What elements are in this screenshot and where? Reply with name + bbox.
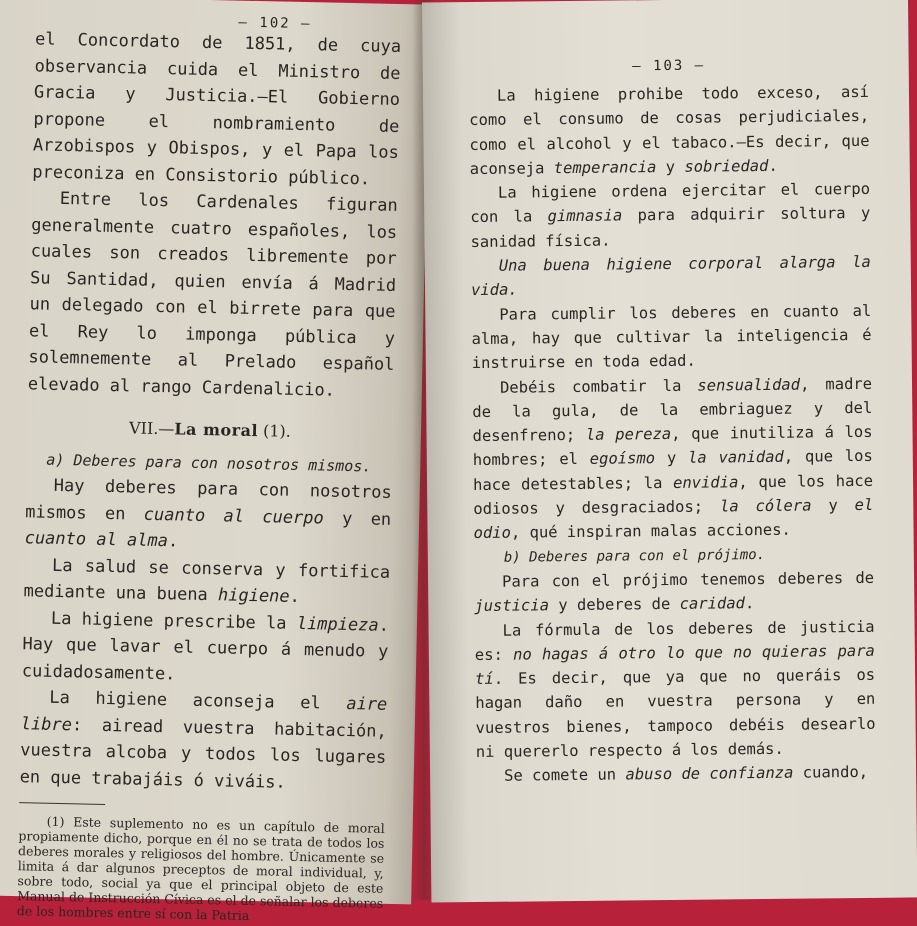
paragraph: Entre los Cardenales figuran generalmente cuatro españoles, los cuales son creados libremente por Su Santidad, quien envía á Madrid un delegado con el birrete para que el Rey lo imponga pública y solemnemente al Prelado español elevado al rango Cardenalicio. (27, 188, 398, 401)
footnote: (1) Este suplemento no es un capítulo de moral propiamente dicho, porque en él no se trata de todos los deberes morales y religiosos del hombre. Únicamente se limita á dar algunos preceptos de moral individual, y, sobre todo, social ya que el principal objeto de este Manual de Instrucción Cívica es el de señalar los deberes de los hombres entre sí con la Patria (16, 813, 385, 924)
paragraph: La higiene prescribe la limpieza. Hay que lavar el cuerpo á menudo y cuidadosamente. (21, 608, 390, 684)
paragraph: La fórmula de los deberes de justicia es: no hagas á otro lo que no quieras para tí. Es decir, que ya que no queráis os hagan daño en vuestra persona y en vuestros bienes, tampoco debéis desearlo ni quererlo respecto á los demás. (474, 617, 876, 762)
paragraph: La higiene ordena ejercitar el cuerpo con la gimnasia para adquirir soltura y sanidad física. (470, 180, 871, 251)
paragraph: La salud se conserva y fortifica mediante una buena higiene. (23, 555, 391, 608)
page-number: — 102 — (238, 14, 312, 33)
paragraph: La higiene prohibe todo exceso, así como el consumo de cosas perjudiciales, como el alcohol y el tabaco.—Es decir, que aconseja temperancia y sobriedad. (469, 82, 870, 178)
section-heading (27, 413, 393, 447)
paragraph: el Concordato de 1851, de cuya observancia cuida el Ministro de Gracia y Justicia.—El Gobierno propone el nombramiento de Arzobispos y Obispos, y el Papa los preconiza en Consistorio público. (32, 29, 402, 189)
subsection-heading: b) Deberes para con el prójimo. (503, 546, 766, 566)
page-number: — 103 — (632, 57, 706, 75)
paragraph: Se comete un abuso de confianza cuando, (504, 763, 869, 786)
section-title: La moral (174, 419, 259, 441)
subsection-heading: a) Deberes para con nosotros mismos. (46, 450, 372, 475)
left-page (0, 0, 430, 924)
left-page-body (17, 26, 402, 925)
section-number: VII.— (128, 418, 175, 439)
right-page-body (469, 80, 876, 789)
paragraph: Debéis combatir la sensualidad, madre de la gula, de la embriaguez y del desenfreno; la pereza, que inutiliza á los hombres; el egoísmo y la vanidad, que los hace detestables; la envidia, que los hace odiosos y desgraciados; la cólera y el odio, qué inspiran malas acciones. (472, 374, 874, 543)
paragraph: Para cumplir los deberes en cuanto al alma, hay que cultivar la inteligencia é instruirse en toda edad. (471, 301, 872, 373)
footnote-ref: (1). (257, 421, 292, 441)
paragraph: Para con el prójimo tenemos deberes de justicia y deberes de caridad. (474, 568, 875, 616)
right-page (422, 0, 917, 902)
paragraph: Hay deberes para con nosotros mismos en cuanto al cuerpo y en cuanto al alma. (24, 475, 392, 552)
paragraph: La higiene aconseja el aire libre: airead vuestra habitación, vuestra alcoba y todos los lugares en que trabajáis ó viváis. (19, 687, 388, 793)
paragraph: Una buena higiene corporal alarga la vida. (470, 252, 871, 300)
footnote-divider (19, 802, 105, 805)
